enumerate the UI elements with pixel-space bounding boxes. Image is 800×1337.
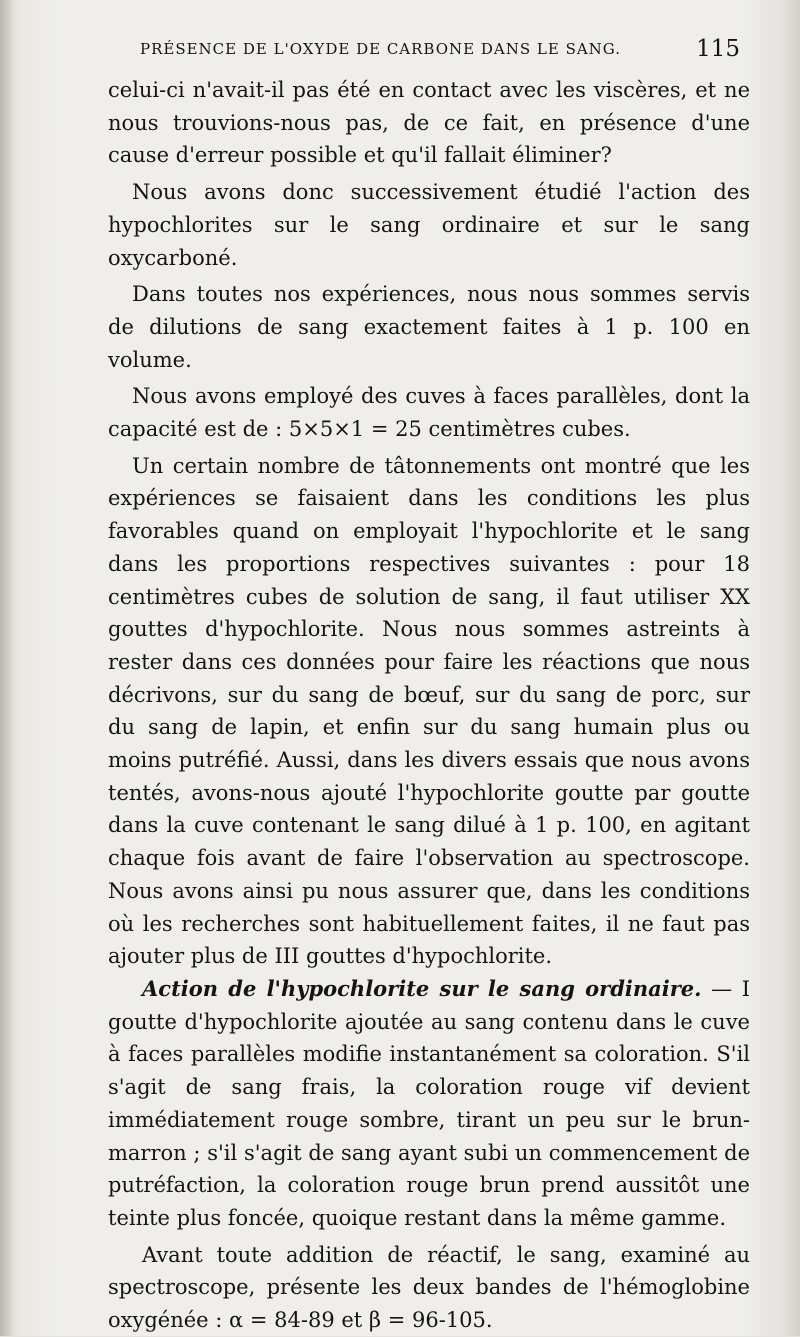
page-header [140, 36, 740, 66]
section-text: I goutte d'hypochlorite ajoutée au sang contenu dans le cuve à faces parallèles modifie instantanément sa coloration. S'il s'agit de sang frais, la coloration rouge vif devient immédiatement rouge sombre, tirant un peu sur le brun-marron ; s'il s'agit de sang ayant subi un commencement de putréfaction, la coloration rouge brun prend aussitôt une teinte plus foncée, quoique restant dans la même gamme. [108, 976, 750, 1230]
page-number: 115 [696, 36, 740, 62]
body-text [108, 74, 750, 1337]
section-separator: — [701, 976, 742, 1001]
paragraph-continuation: celui-ci n'avait-il pas été en contact avec les viscères, et ne nous trouvions-nous pas, de ce fait, en présence d'une cause d'erreur possible et qu'il fallait éliminer? [108, 78, 750, 168]
page-binding-shadow [0, 0, 14, 1336]
paragraph: Nous avons donc successivement étudié l'action des hypochlorites sur le sang ordinaire et sur le sang oxycarboné. [108, 180, 750, 270]
paragraph: Avant toute addition de réactif, le sang, examiné au spectroscope, présente les deux bandes de l'hémoglobine oxygénée : α = 84-89 et β = 96-105. [108, 1242, 750, 1333]
section-title: Action de l'hypochlorite sur le sang ordinaire. [142, 975, 702, 1001]
paragraph: Dans toutes nos expériences, nous nous sommes servis de dilutions de sang exactement faites à 1 p. 100 en volume. [108, 282, 750, 372]
paragraph: Un certain nombre de tâtonnements ont montré que les expériences se faisaient dans les conditions les plus favorables quand on employait l'hypochlorite et le sang dans les proportions respectives suivantes : pour 18 centimètres cubes de solution de sang, il faut utiliser XX gouttes d'hypochlorite. Nous nous sommes astreints à rester dans ces données pour faire les réactions que nous décrivons, sur du sang de bœuf, sur du sang de porc, sur du sang de lapin, et enfin sur du sang humain plus ou moins putréfié. Aussi, dans les divers essais que nous avons tentés, avons-nous ajouté l'hypochlorite goutte par goutte dans la cuve contenant le sang dilué à 1 p. 100, en agitant chaque fois avant de faire l'observation au spectroscope. Nous avons ainsi pu nous assurer que, dans les conditions où les recherches sont habituellement faites, il ne faut pas ajouter plus de III gouttes d'hypochlorite. [108, 453, 750, 969]
paragraph: Nous avons employé des cuves à faces parallèles, dont la capacité est de : 5×5×1 = 25 centimètres cubes. [108, 384, 750, 442]
section-paragraph [108, 973, 750, 1235]
running-title: PRÉSENCE DE L'OXYDE DE CARBONE DANS LE SANG. [140, 40, 622, 58]
